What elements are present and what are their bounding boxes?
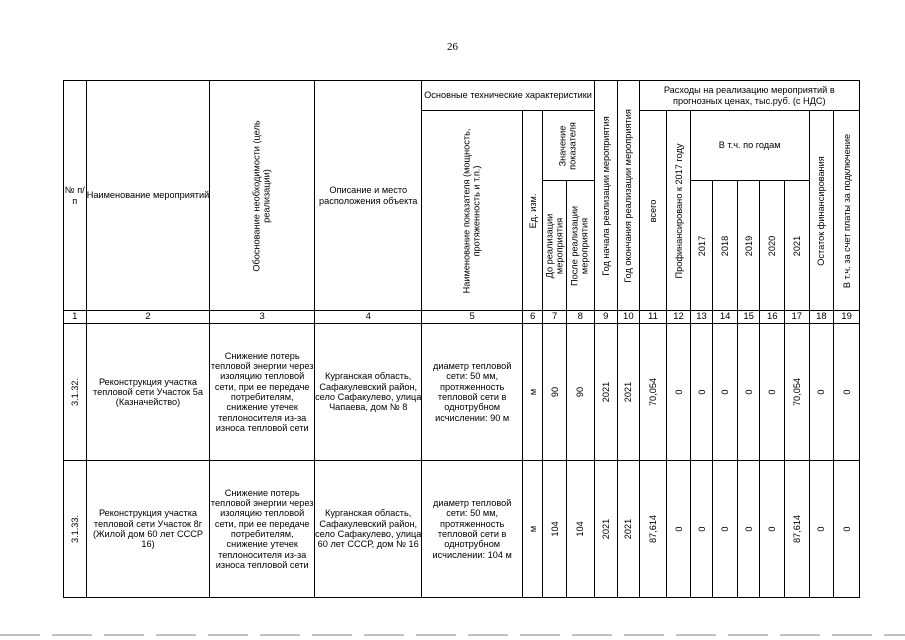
column-number: 4	[314, 311, 422, 324]
header-year-2017: 2017	[690, 181, 713, 311]
column-numbers-row	[64, 311, 860, 324]
row-prefinanced: 0	[667, 461, 691, 598]
header-costs-group: Расходы на реализацию мероприятий в прогнозных ценах, тыс.руб. (с НДС)	[639, 81, 859, 111]
header-year-end: Год окончания реализации мероприятия	[618, 81, 640, 311]
column-number: 6	[522, 311, 542, 324]
header-justification: Обоснование необходимости (цель реализации)	[210, 81, 314, 311]
row-year-start: 2021	[594, 461, 618, 598]
header-year-2021: 2021	[785, 181, 810, 311]
row-year-start: 2021	[594, 324, 618, 461]
row-2020: 0	[760, 461, 785, 598]
column-number: 17	[785, 311, 810, 324]
column-number: 14	[713, 311, 738, 324]
column-number: 13	[690, 311, 713, 324]
table-row	[64, 324, 860, 461]
row-2018: 0	[713, 324, 738, 461]
header-unit: Ед. изм.	[522, 111, 542, 311]
row-description: Курганская область, Сафакулевский район, село Сафакулево, улица Чапаева, дом № 8	[314, 324, 422, 461]
row-2019: 0	[737, 324, 760, 461]
header-year-2018: 2018	[713, 181, 738, 311]
row-before: 104	[543, 461, 567, 598]
row-indicator: диаметр тепловой сети: 50 мм, протяженность тепловой сети в однотрубном исчислении: 90 м	[422, 324, 522, 461]
row-2021: 70,054	[785, 324, 810, 461]
header-num: № п/п	[64, 81, 87, 311]
row-year-end: 2021	[618, 461, 640, 598]
header-before: До реализации мероприятия	[543, 181, 567, 311]
column-number: 19	[834, 311, 860, 324]
row-2020: 0	[760, 324, 785, 461]
row-num: 3.1.32.	[64, 324, 87, 461]
header-tech-group: Основные технические характеристики	[422, 81, 594, 111]
header-connection-fee: В т.ч. за счет платы за подключение	[834, 111, 860, 311]
column-number: 3	[210, 311, 314, 324]
row-before: 90	[543, 324, 567, 461]
row-2018: 0	[713, 461, 738, 598]
header-prefinanced: Профинансировано к 2017 году	[667, 111, 691, 311]
header-remaining: Остаток финансирования	[809, 111, 834, 311]
column-number: 1	[64, 311, 87, 324]
row-name: Реконструкция участка тепловой сети Участок 5а (Казначейство)	[86, 324, 210, 461]
header-indicator-value: Значение показателя	[543, 111, 594, 181]
column-number: 2	[86, 311, 210, 324]
column-number: 15	[737, 311, 760, 324]
page-number: 26	[447, 41, 458, 53]
row-after: 90	[566, 324, 594, 461]
row-unit: м	[522, 461, 542, 598]
row-2017: 0	[690, 324, 713, 461]
header-description: Описание и место расположения объекта	[314, 81, 422, 311]
row-2021: 87,614	[785, 461, 810, 598]
row-justification: Снижение потерь тепловой энергии через изоляцию тепловой сети, при ее передаче потребителям, снижение утечек теплоносителя из-за износа тепловой сети	[210, 324, 314, 461]
header-year-2020: 2020	[760, 181, 785, 311]
row-remaining: 0	[809, 461, 834, 598]
header-total: всего	[639, 111, 667, 311]
scan-edge-artifact	[0, 634, 905, 636]
column-number: 9	[594, 311, 618, 324]
column-number: 11	[639, 311, 667, 324]
column-number: 8	[566, 311, 594, 324]
column-number: 10	[618, 311, 640, 324]
row-justification: Снижение потерь тепловой энергии через изоляцию тепловой сети, при ее передаче потребителям, снижение утечек теплоносителя из-за износа тепловой сети	[210, 461, 314, 598]
column-number: 5	[422, 311, 522, 324]
measures-table	[63, 80, 860, 598]
row-after: 104	[566, 461, 594, 598]
row-unit: м	[522, 324, 542, 461]
row-total: 70,054	[639, 324, 667, 461]
header-year-start: Год начала реализации мероприятия	[594, 81, 618, 311]
row-remaining: 0	[809, 324, 834, 461]
row-indicator: диаметр тепловой сети: 50 мм, протяженность тепловой сети в однотрубном исчислении: 104 м	[422, 461, 522, 598]
header-indicator-name: Наименование показателя (мощность, протяженность и т.п.)	[422, 111, 522, 311]
column-number: 7	[543, 311, 567, 324]
header-name: Наименование мероприятий	[86, 81, 210, 311]
column-number: 18	[809, 311, 834, 324]
row-2019: 0	[737, 461, 760, 598]
column-number: 16	[760, 311, 785, 324]
column-number: 12	[667, 311, 691, 324]
row-name: Реконструкция участка тепловой сети Участок 8г (Жилой дом 60 лет СССР 16)	[86, 461, 210, 598]
row-description: Курганская область, Сафакулевский район, село Сафакулево, улица 60 лет СССР, дом № 16	[314, 461, 422, 598]
row-total: 87,614	[639, 461, 667, 598]
header-by-years: В т.ч. по годам	[690, 111, 809, 181]
header-year-2019: 2019	[737, 181, 760, 311]
header-after: После реализации мероприятия	[566, 181, 594, 311]
row-prefinanced: 0	[667, 324, 691, 461]
table-row	[64, 461, 860, 598]
row-num: 3.1.33.	[64, 461, 87, 598]
row-connection-fee: 0	[834, 324, 860, 461]
row-2017: 0	[690, 461, 713, 598]
row-year-end: 2021	[618, 324, 640, 461]
row-connection-fee: 0	[834, 461, 860, 598]
